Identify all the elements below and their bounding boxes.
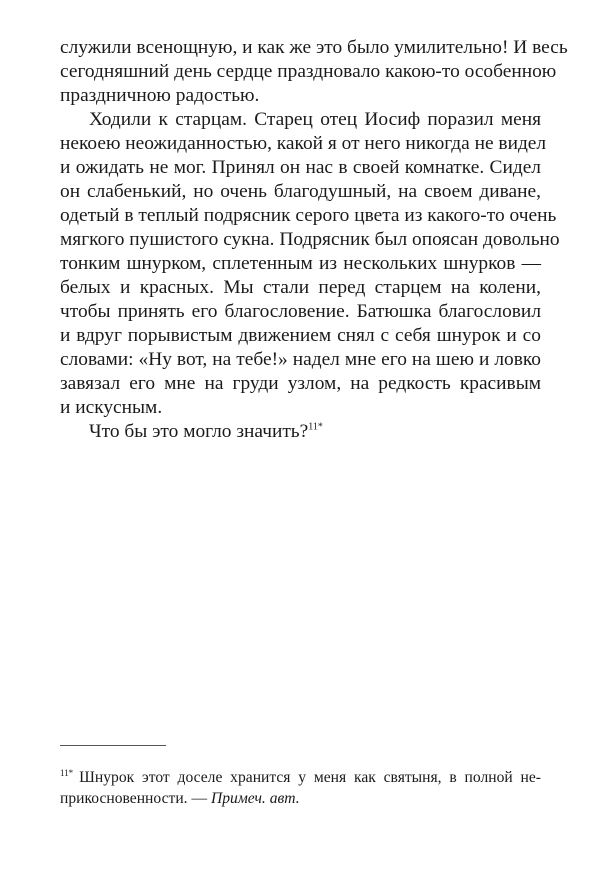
text-line-13: и вдруг порывистым движением снял с себя шнурок и со [60, 325, 541, 346]
last-line-text: Что бы это могло значить? [89, 421, 309, 442]
footnote-line-1 [60, 768, 541, 788]
text-line-15: завязал его мне на груди узлом, на редкость красивым [60, 373, 541, 394]
text-line-7: он слабенький, но очень благодушный, на своем диване, [60, 181, 541, 202]
text-line-10: тонким шнурком, сплетенным из нескольких шнурков — [60, 253, 541, 274]
text-line-4: Ходили к старцам. Старец отец Иосиф поразил меня [89, 109, 541, 130]
text-line-17 [89, 420, 323, 444]
text-line-14: словами: «Ну вот, на тебе!» надел мне его на шею и ловко [60, 349, 541, 370]
footnote-reference[interactable]: 11* [308, 421, 323, 433]
text-line-16: и искусным. [60, 397, 163, 418]
footnote-text-1: Шнурок этот доселе хранится у меня как святыня, в полной не- [79, 769, 541, 786]
text-line-6: и ожидать не мог. Принял он нас в своей комнатке. Сидел [60, 157, 541, 178]
footnote-divider [60, 745, 166, 746]
text-line-5: некоею неожиданностью, какой я от него никогда не видел [60, 133, 547, 154]
text-line-1: служили всенощную, и как же это было умилительно! И весь [60, 37, 568, 58]
footnote-text-2: прикосновенности. — [60, 790, 208, 807]
footnote-author-note: Примеч. авт. [210, 790, 300, 807]
text-line-12: чтобы принять его благословение. Батюшка благословил [60, 301, 541, 322]
text-line-3: праздничною радостью. [60, 85, 260, 106]
footnote-line-2 [60, 789, 300, 809]
text-line-11: белых и красных. Мы стали перед старцем на колени, [60, 277, 541, 298]
text-line-9: мягкого пушистого сукна. Подрясник был опоясан довольно [60, 229, 560, 250]
footnote-marker: 11* [60, 767, 74, 778]
text-line-2: сегодняшний день сердце праздновало какою-то особенною [60, 61, 557, 82]
text-line-8: одетый в теплый подрясник серого цвета из какого-то очень [60, 205, 557, 226]
